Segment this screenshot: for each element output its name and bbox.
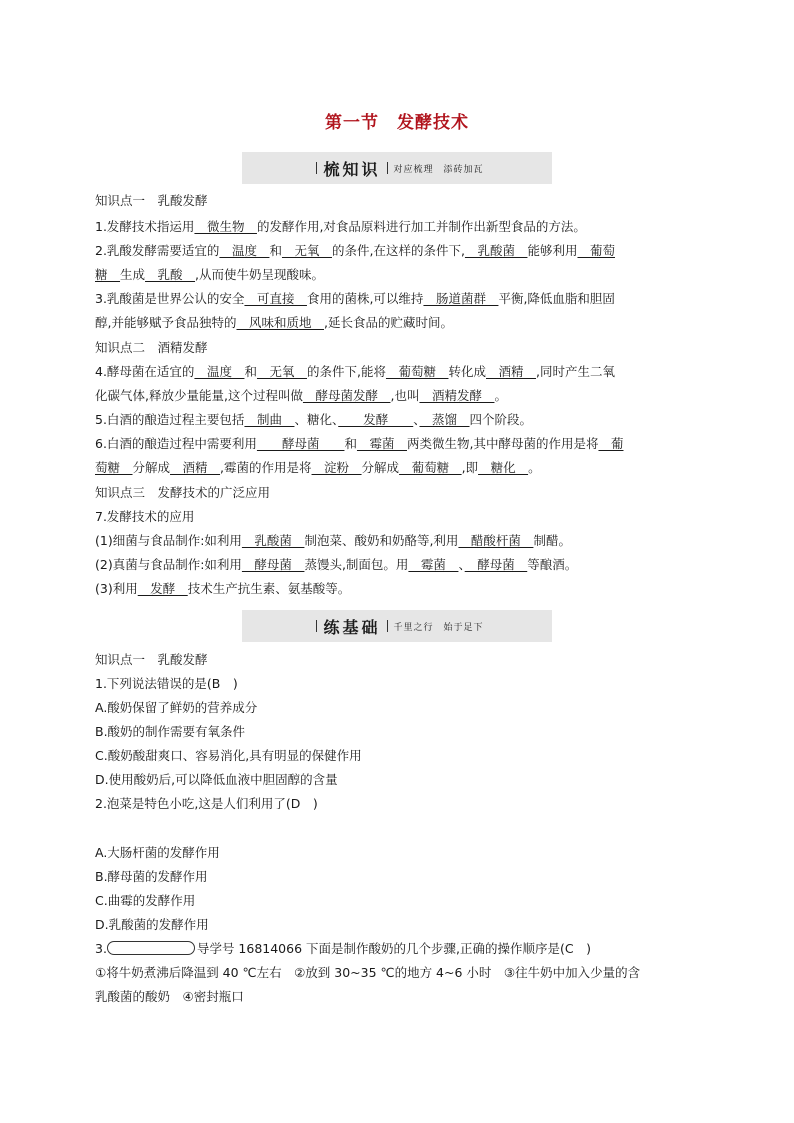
question-option: C.曲霉的发酵作用 bbox=[95, 893, 196, 908]
section-banner-practice bbox=[242, 610, 552, 642]
answer-blank: 酒精 bbox=[486, 364, 537, 379]
answer-blank: 酒精发酵 bbox=[419, 388, 495, 403]
question-option: A.酸奶保留了鲜奶的营养成分 bbox=[95, 700, 258, 715]
answer-blank: 葡萄糖 bbox=[399, 460, 462, 475]
knowledge-line: 化碳气体,释放少量能量,这个过程叫做 酵母菌发酵 ,也叫 酒精发酵 。 bbox=[95, 388, 507, 403]
answer-blank: 淀粉 bbox=[311, 460, 362, 475]
knowledge-line: (3)利用 发酵 技术生产抗生素、氨基酸等。 bbox=[95, 581, 351, 596]
answer-blank: 无氧 bbox=[281, 243, 332, 258]
question-option: A.大肠杆菌的发酵作用 bbox=[95, 845, 220, 860]
question-option: D.乳酸菌的发酵作用 bbox=[95, 917, 209, 932]
knowledge-line: 6.白酒的酿造过程中需要利用 酵母菌 和 霉菌 两类微生物,其中酵母菌的作用是将 葡 bbox=[95, 436, 624, 451]
knowledge-point-heading: 知识点一 乳酸发酵 bbox=[95, 652, 208, 667]
question-option: D.使用酸奶后,可以降低血液中胆固醇的含量 bbox=[95, 772, 338, 787]
answer-blank: 酵母菌 bbox=[464, 557, 528, 572]
guide-number-box bbox=[107, 941, 195, 955]
question-steps: 乳酸菌的酸奶 ④密封瓶口 bbox=[95, 989, 244, 1004]
answer-blank: 糖 bbox=[95, 267, 121, 282]
banner-divider bbox=[316, 620, 317, 632]
banner-divider bbox=[387, 620, 388, 632]
answer-blank: 温度 bbox=[194, 364, 245, 379]
knowledge-point-heading: 知识点一 乳酸发酵 bbox=[95, 193, 208, 208]
knowledge-point-heading: 知识点三 发酵技术的广泛应用 bbox=[95, 485, 271, 500]
answer-blank: 乳酸 bbox=[145, 267, 196, 282]
answer-blank: 糖化 bbox=[478, 460, 529, 475]
answer-blank: 葡萄糖 bbox=[385, 364, 449, 379]
answer-blank: 醋酸杆菌 bbox=[458, 533, 534, 548]
question-stem: 1.下列说法错误的是(B ) bbox=[95, 676, 238, 691]
answer-blank: 微生物 bbox=[194, 219, 257, 234]
knowledge-line: 4.酵母菌在适宜的 温度 和 无氧 的条件下,能将 葡萄糖 转化成 酒精 ,同时产生二氧 bbox=[95, 364, 615, 379]
answer-blank: 蒸馏 bbox=[419, 412, 470, 427]
banner-divider bbox=[387, 162, 388, 174]
answer-blank: 发酵 bbox=[137, 581, 188, 596]
answer-blank: 葡萄 bbox=[577, 243, 615, 258]
banner-divider bbox=[316, 162, 317, 174]
banner-main-label: 梳知识 bbox=[323, 159, 381, 179]
answer-blank: 乳酸菌 bbox=[241, 533, 305, 548]
section-banner-knowledge bbox=[242, 152, 552, 184]
knowledge-line: 5.白酒的酿造过程主要包括 制曲 、糖化、 发酵 、 蒸馏 四个阶段。 bbox=[95, 412, 533, 427]
question-stem: 2.泡菜是特色小吃,这是人们利用了(D ) bbox=[95, 796, 318, 811]
answer-blank: 可直接 bbox=[244, 291, 307, 306]
knowledge-point-heading: 知识点二 酒精发酵 bbox=[95, 340, 208, 355]
answer-blank: 酒精 bbox=[170, 460, 221, 475]
question-option: B.酸奶的制作需要有氧条件 bbox=[95, 724, 246, 739]
banner-main-label: 练基础 bbox=[323, 617, 381, 637]
answer-blank: 霉菌 bbox=[408, 557, 459, 572]
knowledge-line: 2.乳酸发酵需要适宜的 温度 和 无氧 的条件,在这样的条件下, 乳酸菌 能够利用 葡萄 bbox=[95, 243, 615, 258]
answer-blank: 肠道菌群 bbox=[423, 291, 499, 306]
knowledge-line: 醇,并能够赋予食品独特的 风味和质地 ,延长食品的贮藏时间。 bbox=[95, 315, 453, 330]
knowledge-line: 7.发酵技术的应用 bbox=[95, 509, 195, 524]
banner-sub-label: 对应梳理 添砖加瓦 bbox=[393, 164, 484, 175]
question-option: C.酸奶酸甜爽口、容易消化,具有明显的保健作用 bbox=[95, 748, 362, 763]
answer-blank: 葡 bbox=[598, 436, 624, 451]
question-steps: ①将牛奶煮沸后降温到 40 ℃左右 ②放到 30~35 ℃的地方 4~6 小时 ③往牛奶中加入少量的含 bbox=[95, 965, 641, 980]
answer-blank: 无氧 bbox=[256, 364, 307, 379]
banner-sub-label: 千里之行 始于足下 bbox=[393, 622, 484, 633]
knowledge-line: (2)真菌与食品制作:如利用 酵母菌 蒸馒头,制面包。用 霉菌 、 酵母菌 等酿酒。 bbox=[95, 557, 578, 572]
answer-blank: 乳酸菌 bbox=[464, 243, 528, 258]
answer-blank: 霉菌 bbox=[356, 436, 407, 451]
answer-blank: 酵母菌 bbox=[256, 436, 345, 451]
answer-blank: 风味和质地 bbox=[236, 315, 324, 330]
answer-blank: 发酵 bbox=[338, 412, 414, 427]
knowledge-line: (1)细菌与食品制作:如利用 乳酸菌 制泡菜、酸奶和奶酪等,利用 醋酸杆菌 制醋。 bbox=[95, 533, 571, 548]
question-option: B.酵母菌的发酵作用 bbox=[95, 869, 208, 884]
answer-blank: 温度 bbox=[219, 243, 270, 258]
knowledge-line: 3.乳酸菌是世界公认的安全 可直接 食用的菌株,可以维持 肠道菌群 平衡,降低血脂和胆固 bbox=[95, 291, 615, 306]
answer-blank: 酵母菌发酵 bbox=[302, 388, 391, 403]
page-title: 第一节 发酵技术 bbox=[325, 113, 469, 133]
knowledge-line: 萄糖 分解成 酒精 ,霉菌的作用是将 淀粉 分解成 葡萄糖 ,即 糖化 。 bbox=[95, 460, 541, 475]
answer-blank: 酵母菌 bbox=[241, 557, 305, 572]
question-stem: 3. 导学号 16814066 下面是制作酸奶的几个步骤,正确的操作顺序是(C ) bbox=[95, 941, 591, 956]
knowledge-line: 1.发酵技术指运用 微生物 的发酵作用,对食品原料进行加工并制作出新型食品的方法。 bbox=[95, 219, 586, 234]
answer-blank: 萄糖 bbox=[95, 460, 133, 475]
answer-blank: 制曲 bbox=[244, 412, 295, 427]
knowledge-line: 糖 生成 乳酸 ,从而使牛奶呈现酸味。 bbox=[95, 267, 325, 282]
